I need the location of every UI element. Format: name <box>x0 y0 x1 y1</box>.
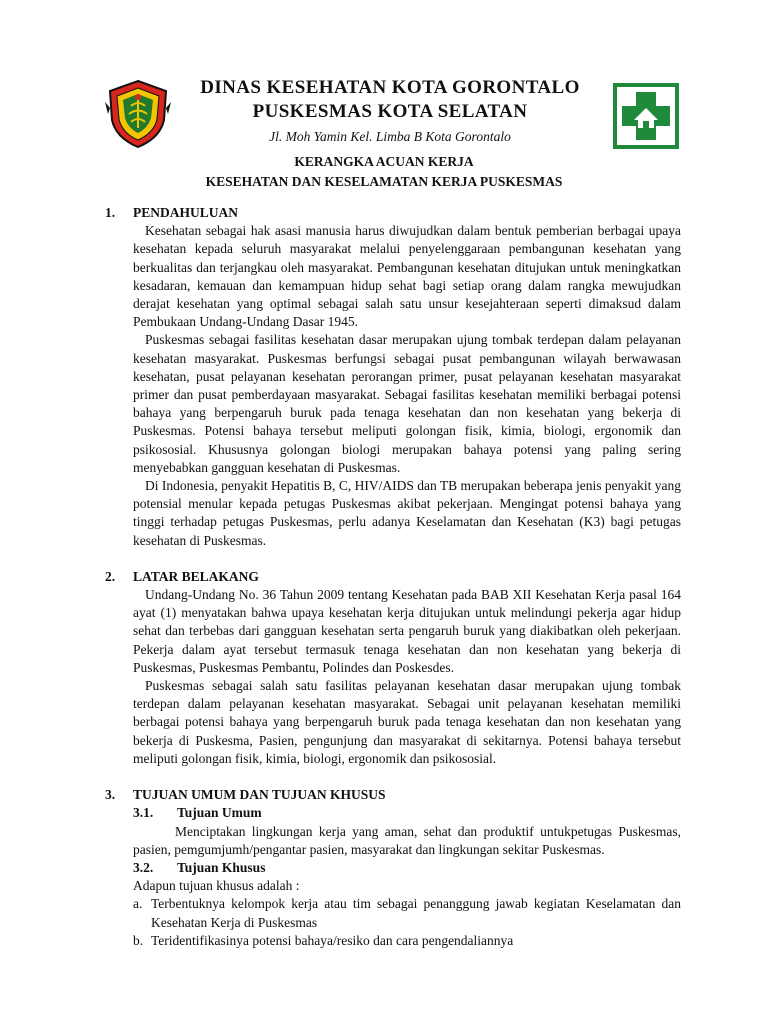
list-marker: b. <box>133 932 144 948</box>
section-heading-latar-belakang <box>105 568 681 586</box>
subsection-heading-tujuan-umum <box>105 804 681 822</box>
puskesmas-name: PUSKESMAS KOTA SELATAN <box>252 101 528 122</box>
subsection-title: Tujuan Khusus <box>177 859 266 875</box>
paragraph: Puskesmas sebagai fasilitas kesehatan dasar merupakan ujung tombak terdepan dalam pelayanan kesehatan masyarakat. Puskesmas berfungsi sebagai pusat pembangunan wilayah berwawasan kesehatan, pusat pelayanan kesehatan perorangan primer, pusat pelayanan kesehatan masyarakat primer dan pusat pemberdayaan masyarakat. Sebagai fasilitas kesehatan memiliki berbagai potensi bahaya yang berpengaruh buruk pada tenaga kesehatan dan non kesehatan yang bekerja di Puskesmas. Potensi bahaya tersebut meliputi golongan fisik, kimia, biologi, ergonomik dan psikososial. Khususnya golongan biologi merupakan bahaya potensi yang paling sering menyebabkan gangguan kesehatan di Puskesmas. <box>133 332 681 475</box>
section-title: PENDAHULUAN <box>133 205 239 220</box>
paragraph: Menciptakan lingkungan kerja yang aman, sehat dan produktif untukpetugas Puskesmas, pasien, pemgumjumh/pengantar pasien, masyarakat dan lingkungan sekitar Puskesmas. <box>133 823 681 857</box>
section-number: 2. <box>105 568 116 584</box>
subsection-number: 3.2. <box>133 859 154 875</box>
section-heading-pendahuluan <box>105 204 681 222</box>
list-item <box>133 895 681 931</box>
document-title <box>0 152 768 192</box>
agency-name: DINAS KESEHATAN KOTA GORONTALO <box>200 77 580 98</box>
section-number: 3. <box>105 787 116 803</box>
list-intro: Adapun tujuan khusus adalah : <box>133 878 300 894</box>
section-title: TUJUAN UMUM DAN TUJUAN KHUSUS <box>133 787 386 803</box>
title-line-2: KESEHATAN DAN KESELAMATAN KERJA PUSKESMAS <box>205 174 563 189</box>
document-body <box>105 204 681 950</box>
list-item-text: Terbentuknya kelompok kerja atau tim sebagai penanggung jawab kegiatan Keselamatan dan Kesehatan Kerja di Puskesmas <box>151 896 681 930</box>
list-item-text: Teridentifikasinya potensi bahaya/resiko dan cara pengendaliannya <box>151 932 514 948</box>
gorontalo-city-emblem <box>104 78 172 150</box>
list-marker: a. <box>133 896 143 912</box>
paragraph: Puskesmas sebagai salah satu fasilitas pelayanan kesehatan dasar merupakan ujung tombak terdepan dalam pelayanan kesehatan masyarakat. Sebagai unit pelayanan kesehatan memiliki berbagai potensi bahaya yang berpengaruh buruk pada tenaga kesehatan dan non kesehatan yang bekerja di Puskesma, Pasien, pengunjung dan masyarakat di sekitarnya. Potensi bahaya tersebut meliputi golongan fisik, kimia, biologi, ergonomik dan psikososial. <box>133 678 681 766</box>
section-number: 1. <box>105 205 116 220</box>
puskesmas-logo <box>612 82 680 150</box>
subsection-heading-tujuan-khusus <box>105 859 681 877</box>
list-item <box>133 932 681 950</box>
paragraph: Di Indonesia, penyakit Hepatitis B, C, HIV/AIDS dan TB merupakan beberapa jenis penyakit yang potensial menular kepada petugas Puskesmas akibat pekerjaan. Mengingat potensi bahaya yang tinggi terhadap petugas Puskesmas, perlu adanya Keselamatan dan Kesehatan (K3) bagi petugas kesehatan di Puskesmas. <box>133 478 681 548</box>
paragraph: Kesehatan sebagai hak asasi manusia harus diwujudkan dalam bentuk pemberian berbagai upaya kesehatan kepada seluruh masyarakat melalui penyelenggaraan pembangunan kesehatan yang berkualitas dan terjangkau oleh masyarakat. Pembangunan kesehatan ditujukan untuk meningkatkan kesadaran, kemauan dan kemampuan hidup sehat bagi setiap orang dalam rangka mewujudkan derajat kesehatan yang optimal sebagai salah satu unsur kesejahteraan seperti dimaksud dalam Pembukaan Undang-Undang Dasar 1945. <box>133 223 681 330</box>
section-heading-tujuan <box>105 786 681 804</box>
section-title: LATAR BELAKANG <box>133 568 259 584</box>
subsection-title: Tujuan Umum <box>177 805 262 821</box>
address: Jl. Moh Yamin Kel. Limba B Kota Gorontalo <box>269 129 511 144</box>
letterhead <box>0 72 768 152</box>
subsection-number: 3.1. <box>133 805 154 821</box>
title-line-1: KERANGKA ACUAN KERJA <box>294 154 474 169</box>
paragraph: Undang-Undang No. 36 Tahun 2009 tentang Kesehatan pada BAB XII Kesehatan Kerja pasal 164 ayat (1) menyatakan bahwa upaya kesehatan kerja ditujukan untuk melindungi pekerja agar hidup sehat dan terbebas dari gangguan kesehatan serta pengaruh buruk yang diakibatkan oleh pekerjaan. Pekerja dalam ayat tersebut termasuk tenaga kesehatan dan non kesehatan yang bekerja di Puskesmas, Puskesmas Pembantu, Polindes dan Poskesdes. <box>133 587 681 675</box>
